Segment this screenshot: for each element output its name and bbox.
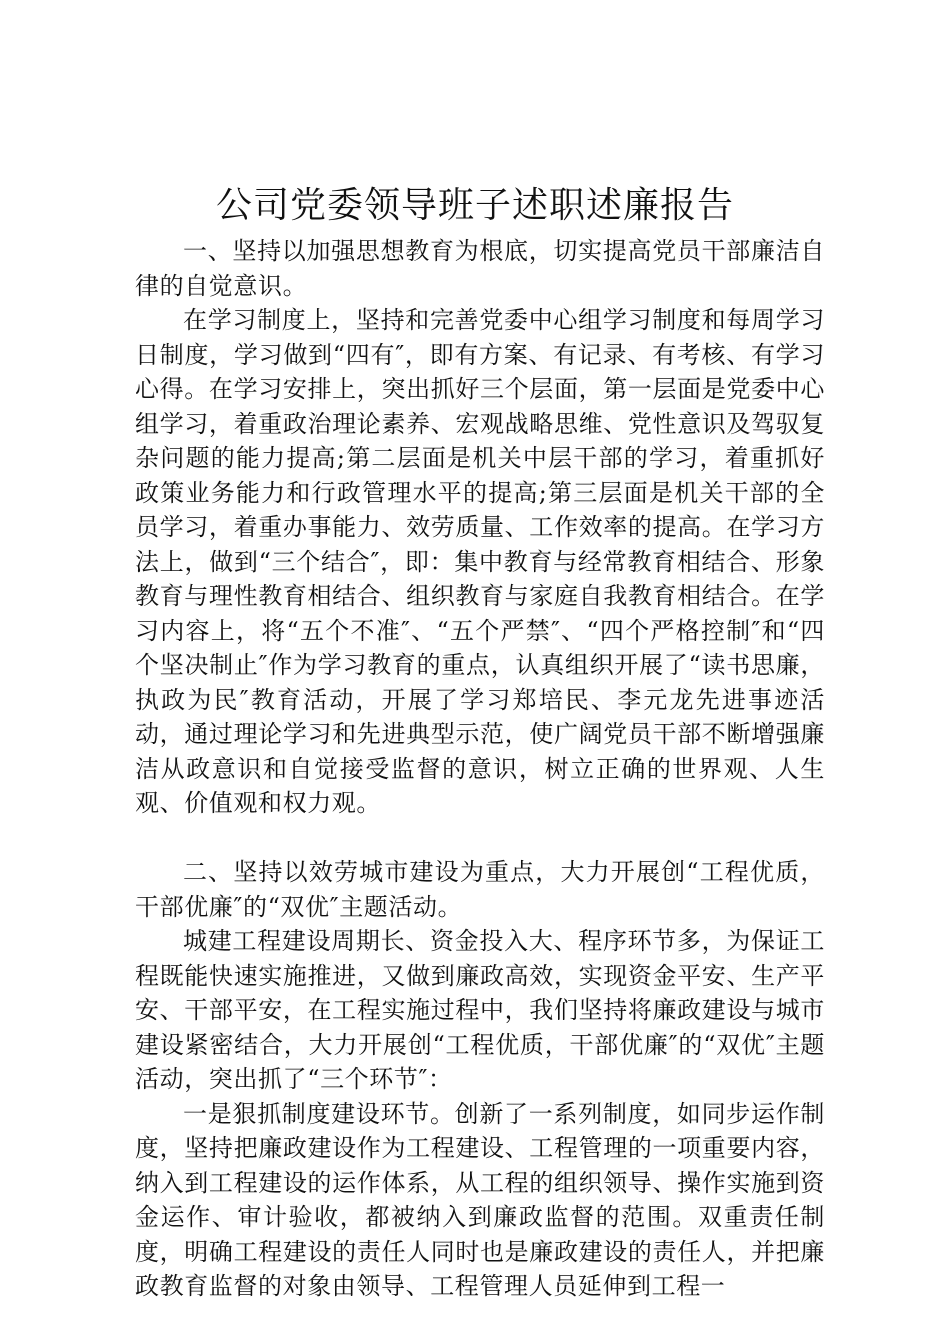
paragraph-study-system: 在学习制度上，坚持和完善党委中心组学习制度和每周学习日制度，学习做到“四有″，即有方案、有记录、有考核、有学习心得。在学习安排上，突出抓好三个层面，第一层面是党委中心组学习，着重政治理论素养、宏观战略思维、党性意识及驾驭复杂问题的能力提高;第二层面是机关中层干部的学习，着重抓好政策业务能力和行政管理水平的提高;第三层面是机关干部的全员学习，着重办事能力、效劳质量、工作效率的提高。在学习方法上，做到“三个结合″，即：集中教育与经常教育相结合、形象教育与理性教育相结合、组织教育与家庭自我教育相结合。在学习内容上，将“五个不准″、“五个严禁″、“四个严格控制″和“四个坚决制止″作为学习教育的重点，认真组织开展了“读书思廉，执政为民″教育活动，开展了学习郑培民、李元龙先进事迹活动，通过理论学习和先进典型示范，使广阔党员干部不断增强廉洁从政意识和自觉接受监督的意识，树立正确的世界观、人生观、价值观和权力观。: [135, 306, 825, 817]
section-heading-1: 一、坚持以加强思想教育为根底，切实提高党员干部廉洁自律的自觉意识。: [135, 237, 825, 300]
paragraph-system-building: 一是狠抓制度建设环节。创新了一系列制度，如同步运作制度，坚持把廉政建设作为工程建设、工程管理的一项重要内容，纳入到工程建设的运作体系，从工程的组织领导、操作实施到资金运作、审计验收，都被纳入到廉政监督的范围。双重责任制度，明确工程建设的责任人同时也是廉政建设的责任人，并把廉政教育监督的对象由领导、工程管理人员延伸到工程一: [135, 1099, 825, 1300]
document-body: [135, 234, 825, 1304]
section-heading-2: 二、坚持以效劳城市建设为重点，大力开展创“工程优质，干部优廉″的“双优″主题活动。: [135, 858, 825, 921]
document-title: 公司党委领导班子述职述廉报告: [215, 185, 734, 226]
paragraph-urban-construction: 城建工程建设周期长、资金投入大、程序环节多，为保证工程既能快速实施推进，又做到廉政高效，实现资金平安、生产平安、干部平安，在工程实施过程中，我们坚持将廉政建设与城市建设紧密结合，大力开展创“工程优质，干部优廉″的“双优″主题活动，突出抓了“三个环节″：: [135, 927, 825, 1093]
